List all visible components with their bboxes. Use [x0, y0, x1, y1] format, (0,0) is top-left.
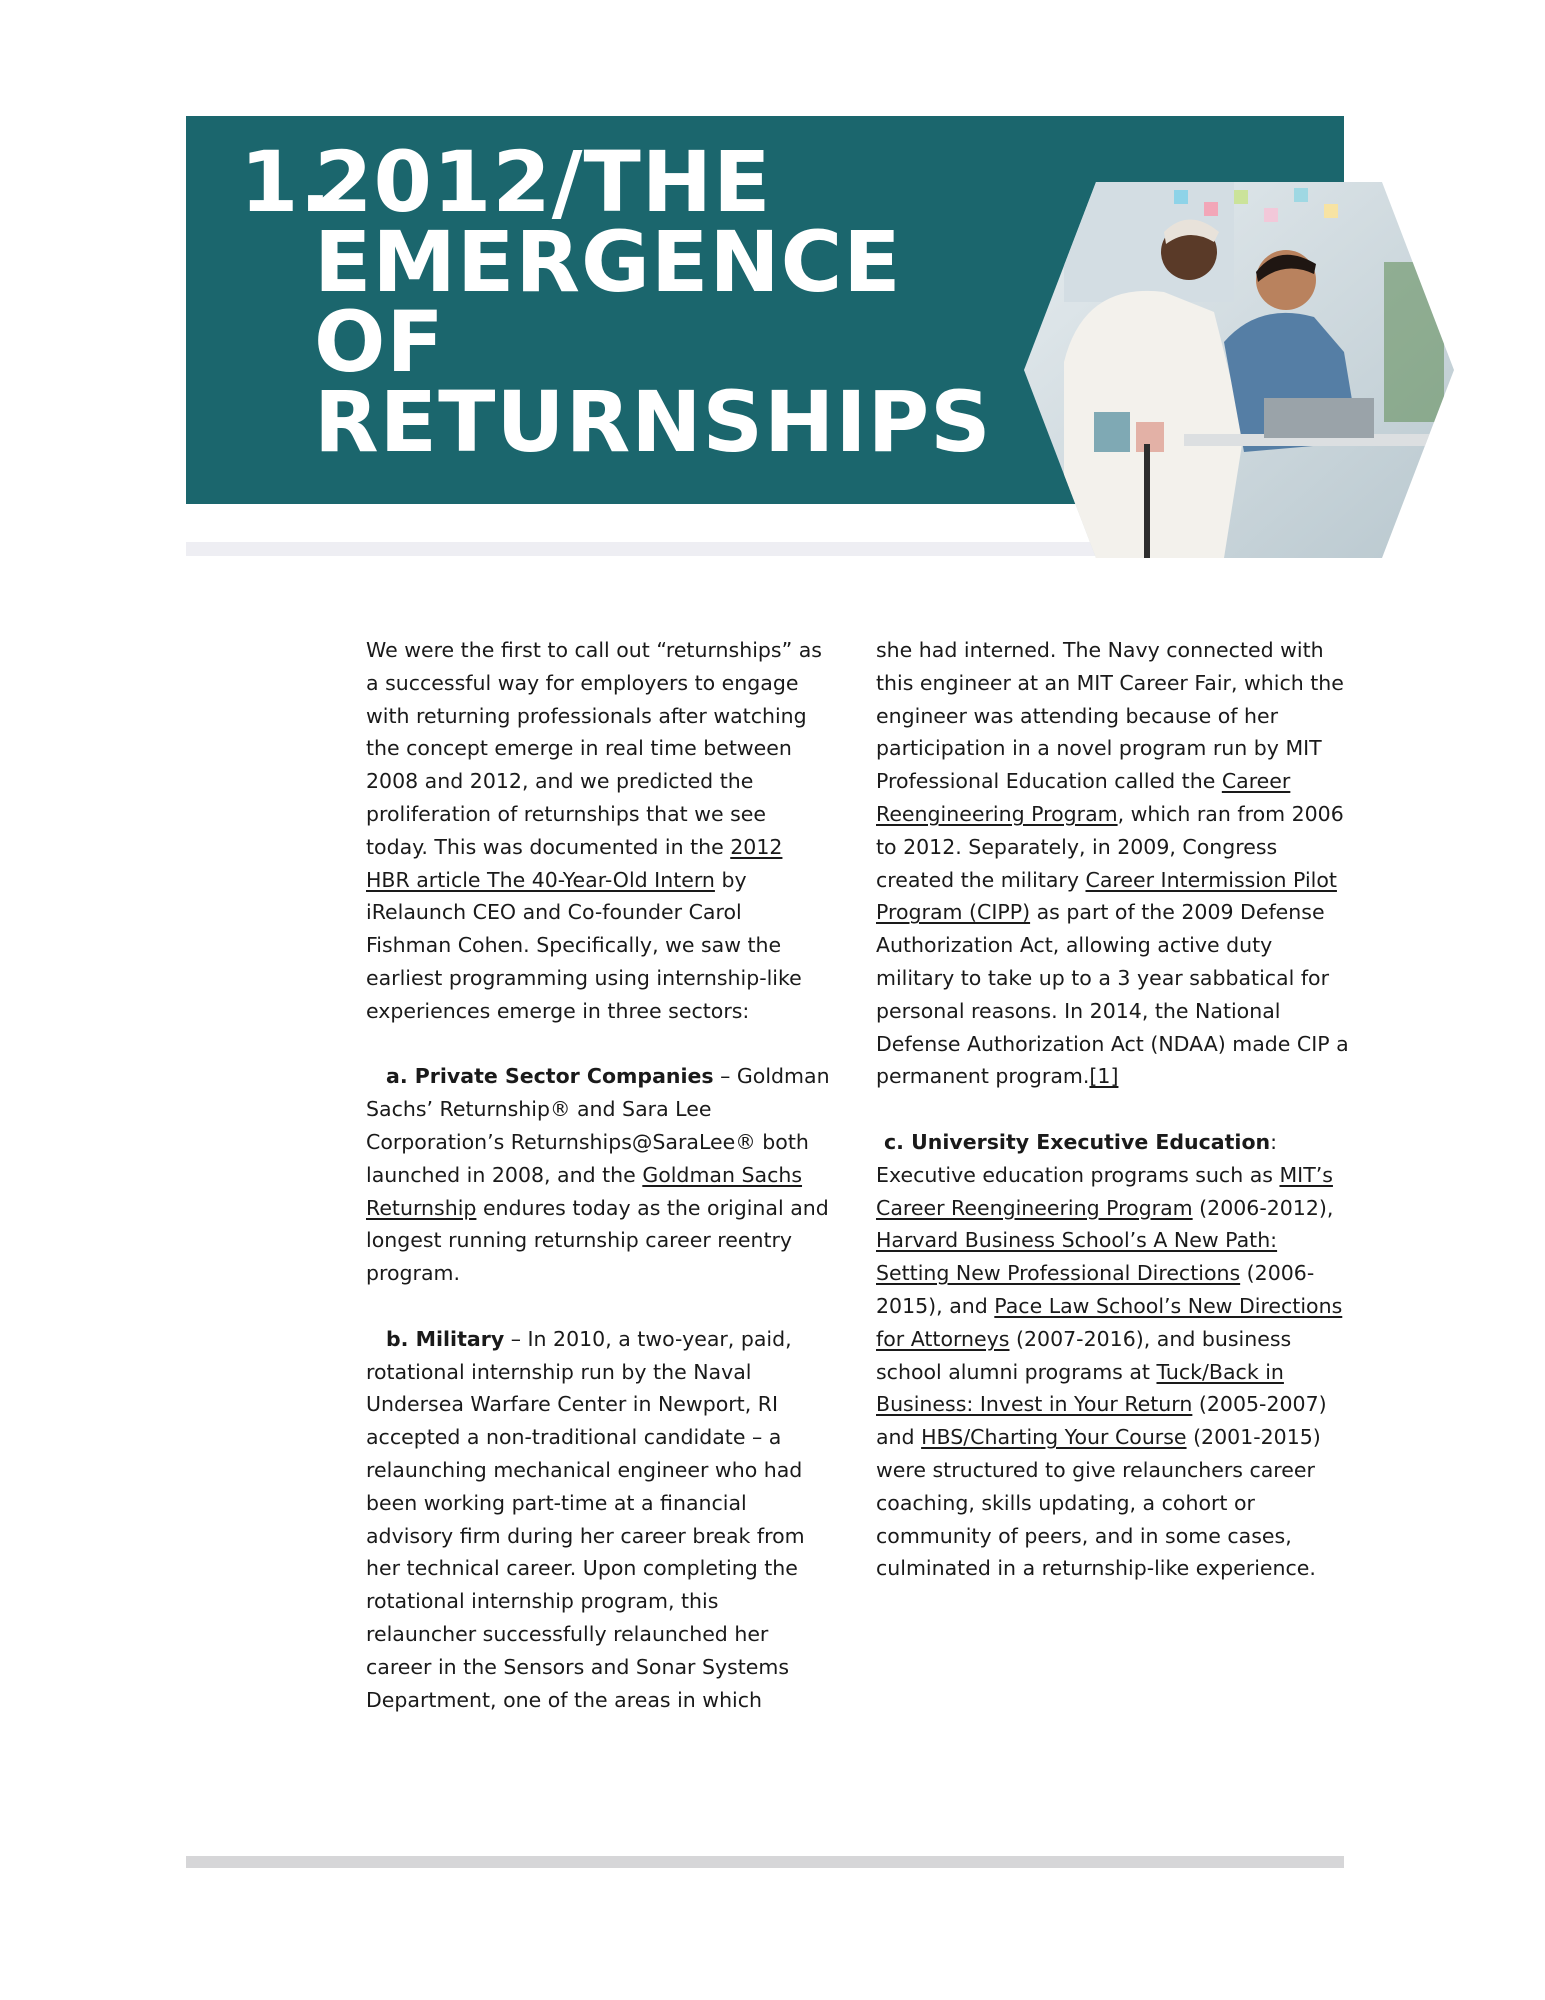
right-column [876, 634, 1356, 1585]
text-run: – Goldman Sachs’ Returnship® and Sara Lee Corporation’s Returnships@SaraLee® both launched in 2008, and the [366, 1064, 830, 1187]
section-c-indent [876, 1130, 1270, 1154]
footer-rule [186, 1856, 1344, 1868]
section-number: 1. [240, 133, 333, 231]
text-run: Executive education programs such as [876, 1162, 1280, 1187]
section-a-indent [366, 1064, 714, 1088]
pace-law-link[interactable]: Pace Law School’s New Directions for Attorneys [876, 1293, 1343, 1351]
title-line-2: EMERGENCE [314, 213, 902, 311]
military-continued-paragraph [876, 634, 1356, 1093]
tuck-back-in-business-link[interactable]: Tuck/Back in Business: Invest in Your Return [876, 1359, 1284, 1417]
goldman-sachs-returnship-link[interactable]: Goldman Sachs Returnship [366, 1162, 803, 1220]
section-a-paragraph [366, 1060, 831, 1290]
text-run: (2006-2012), [1192, 1195, 1334, 1220]
text-run: , which ran from 2006 to 2012. Separately, in 2009, Congress created the military [876, 801, 1344, 892]
text-run: : [1270, 1129, 1278, 1154]
footnote-1-link[interactable]: [1] [1089, 1064, 1119, 1089]
left-column [366, 634, 831, 1716]
section-b-heading: b. Military [386, 1326, 505, 1351]
text-run: endures today as the original and longest running returnship career reentry program. [366, 1195, 829, 1286]
title-line-4: RETURNSHIPS [314, 373, 992, 471]
hbs-new-path-link[interactable]: Harvard Business School’s A New Path: Setting New Professional Directions [876, 1228, 1278, 1286]
section-c-heading: c. University Executive Education [884, 1129, 1271, 1154]
intro-paragraph [366, 634, 831, 1028]
text-run: as part of the 2009 Defense Authorization Act, allowing active duty military to take up to a 3 year sabbatical for personal reasons. In 2014, the National Defense Authorization Act (NDAA) made CIP a permanent program. [876, 900, 1349, 1089]
section-b-paragraph [366, 1323, 831, 1717]
section-a-heading: a. Private Sector Companies [386, 1064, 714, 1089]
text-run: (2006-2015), and [876, 1261, 1315, 1318]
hbs-charting-your-course-link[interactable]: HBS/Charting Your Course [921, 1425, 1187, 1450]
title-line-1: 2012/THE [314, 133, 772, 231]
section-b-indent [366, 1327, 504, 1351]
mit-career-reengineering-link[interactable]: MIT’s Career Reengineering Program [876, 1162, 1333, 1220]
text-run: (2001-2015) were structured to give relaunchers career coaching, skills updating, a cohort or community of peers, and in some cases, culminated in a returnship-like experience. [876, 1425, 1321, 1581]
hbr-article-link[interactable]: 2012 HBR article The 40-Year-Old Intern [366, 834, 783, 892]
title-lines [314, 133, 992, 471]
career-reengineering-program-link[interactable]: Career Reengineering Program [876, 769, 1291, 826]
hexagon-photo [1024, 182, 1454, 558]
text-run: (2005-2007) and [876, 1392, 1327, 1450]
cipp-link[interactable]: Career Intermission Pilot Program (CIPP) [876, 867, 1337, 925]
section-c-paragraph [876, 1126, 1356, 1585]
text-run: – In 2010, a two-year, paid, rotational internship run by the Naval Undersea Warfare Center in Newport, RI accepted a non-traditional candidate – a relaunching mechanical engineer who had been working part-time at a financial advisory firm during her career break from her technical career. Upon completing the rotational internship program, this relauncher successfully relaunched her career in the Sensors and Sonar Systems Department, one of the areas in which [366, 1326, 805, 1712]
text-run: We were the first to call out “returnships” as a successful way for employers to engage with returning professionals after watching the concept emerge in real time between 2008 and 2012, and we predicted the proliferation of returnships that we see today. This was documented in the [366, 638, 822, 859]
title-line-3: OF [314, 293, 445, 391]
text-run: (2007-2016), and business school alumni programs at [876, 1326, 1292, 1384]
text-run: by iRelaunch CEO and Co-founder Carol Fishman Cohen. Specifically, we saw the earliest programming using internship-like experiences emerge in three sectors: [366, 867, 802, 1023]
text-run: she had interned. The Navy connected with this engineer at an MIT Career Fair, which the engineer was attending because of her participation in a novel program run by MIT Professional Education called the [876, 638, 1344, 794]
